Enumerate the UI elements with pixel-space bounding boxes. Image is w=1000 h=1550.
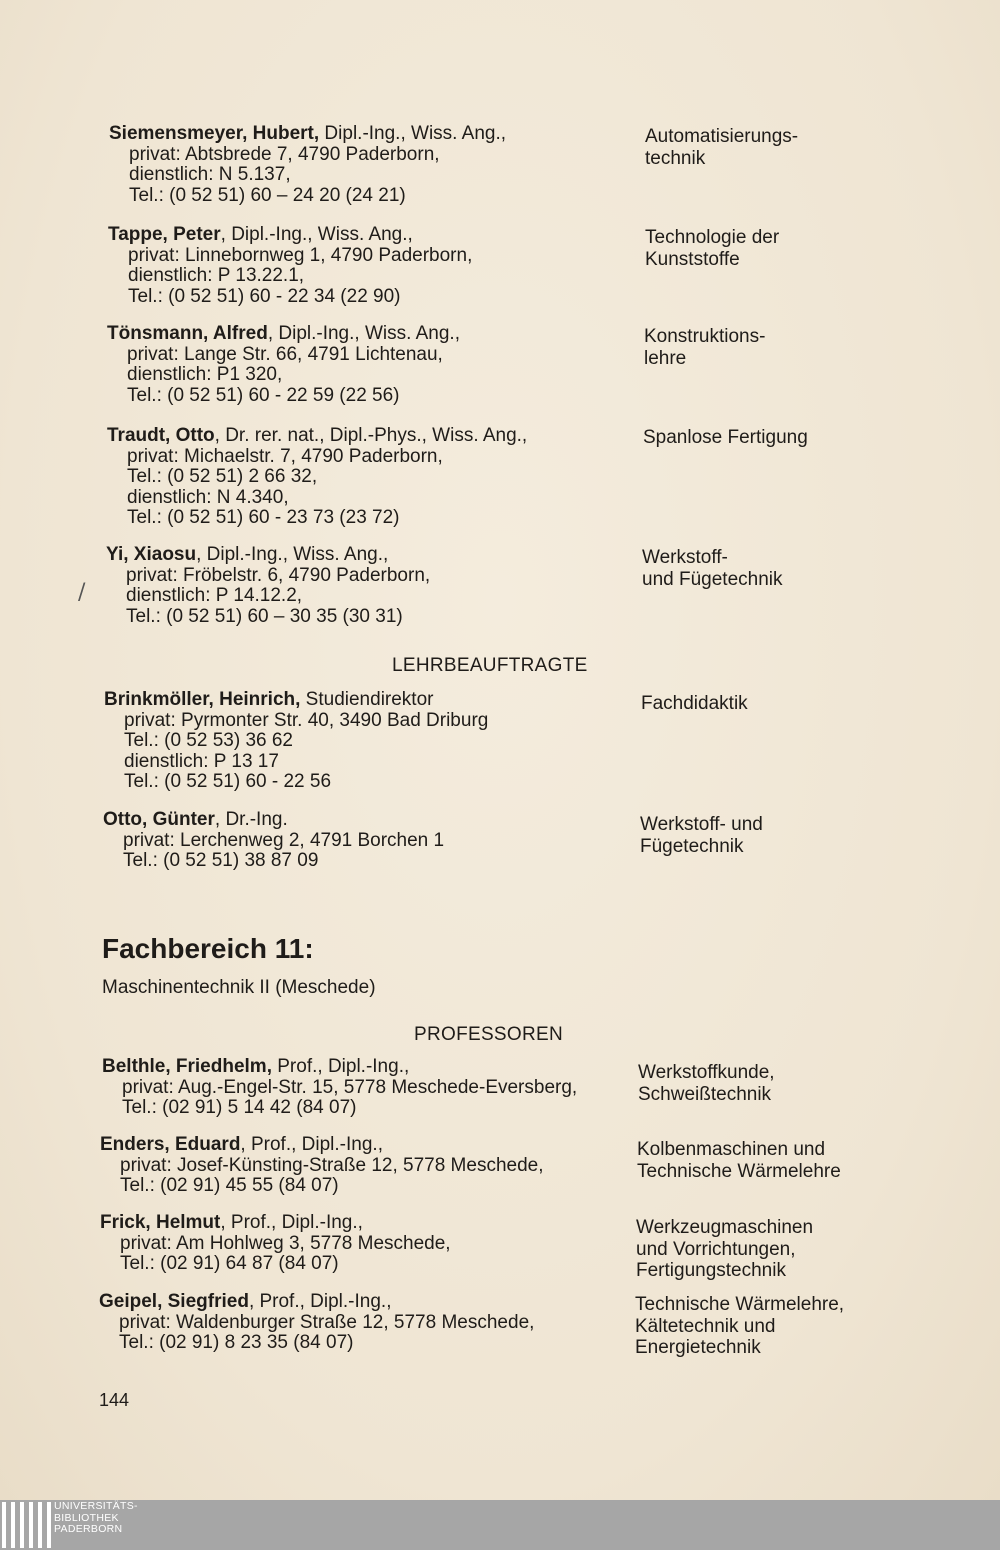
subject-area: [641, 693, 748, 715]
subject-area-line: und Fügetechnik: [642, 568, 783, 590]
staff-entry: [109, 124, 506, 206]
staff-entry: [103, 810, 444, 872]
staff-name: Enders, Eduard: [100, 1134, 241, 1155]
staff-name: Siemensmeyer, Hubert,: [109, 123, 320, 144]
subject-area-line: und Vorrichtungen,: [636, 1238, 796, 1260]
subject-area-line: Technische Wärmelehre: [637, 1160, 841, 1182]
subject-area: [645, 126, 798, 169]
staff-title: , Dipl.-Ing., Wiss. Ang.,: [196, 544, 389, 565]
subject-area-line: Kältetechnik und: [635, 1315, 776, 1337]
subject-area: [645, 227, 779, 270]
staff-title: , Prof., Dipl.-Ing.,: [220, 1212, 363, 1233]
staff-title: , Dr. rer. nat., Dipl.-Phys., Wiss. Ang.,: [214, 425, 528, 446]
staff-detail-line: Tel.: (02 91) 5 14 42 (84 07): [122, 1097, 357, 1118]
entry-header-line: [100, 1135, 544, 1156]
subject-area-line: Kolbenmaschinen und: [637, 1139, 826, 1160]
subject-area: [640, 814, 763, 857]
staff-name: Tappe, Peter: [108, 224, 221, 245]
staff-detail-line: Tel.: (0 52 51) 60 - 22 56: [124, 771, 332, 792]
staff-name: Belthle, Friedhelm,: [102, 1056, 272, 1077]
staff-detail-line: privat: Lerchenweg 2, 4791 Borchen 1: [123, 829, 445, 851]
entry-header-line: [100, 1213, 451, 1234]
staff-detail-line: Tel.: (02 91) 45 55 (84 07): [120, 1175, 339, 1196]
section-heading-professoren: PROFESSOREN: [414, 1024, 563, 1045]
staff-entry: [104, 690, 488, 793]
entry-header-line: [99, 1292, 534, 1313]
handwritten-margin-mark: /: [78, 580, 86, 605]
staff-detail-line: dienstlich: N 4.340,: [127, 486, 289, 508]
fachbereich-title: Fachbereich 11:: [102, 933, 314, 964]
staff-detail-line: privat: Aug.-Engel-Str. 15, 5778 Meschede-Eversberg,: [122, 1076, 578, 1098]
subject-area: [638, 1062, 775, 1105]
staff-detail-line: privat: Josef-Künsting-Straße 12, 5778 Meschede,: [120, 1154, 544, 1176]
entry-header-line: [104, 690, 488, 711]
subject-area-line: Technologie der: [645, 227, 780, 248]
subject-area: [644, 326, 765, 369]
subject-area-line: Werkstoff-: [642, 547, 728, 568]
subject-area-line: Fachdidaktik: [641, 693, 748, 714]
staff-detail-line: Tel.: (0 52 51) 2 66 32,: [127, 466, 318, 487]
fachbereich-subtitle: Maschinentechnik II (Meschede): [102, 977, 376, 998]
staff-detail-line: privat: Michaelstr. 7, 4790 Paderborn,: [127, 445, 443, 467]
staff-detail-line: privat: Abtsbrede 7, 4790 Paderborn,: [129, 143, 440, 165]
subject-area-line: Fügetechnik: [640, 835, 744, 857]
staff-detail-line: Tel.: (0 52 51) 60 – 24 20 (24 21): [129, 184, 406, 206]
subject-area: [635, 1294, 844, 1359]
entry-header-line: [107, 426, 527, 447]
logo-line: PADERBORN: [54, 1523, 123, 1535]
staff-detail-line: dienstlich: P1 320,: [127, 364, 283, 385]
staff-entry: [108, 225, 472, 307]
staff-detail-line: Tel.: (02 91) 64 87 (84 07): [120, 1253, 339, 1274]
staff-name: Yi, Xiaosu: [106, 544, 197, 565]
subject-area: [642, 547, 783, 590]
staff-detail-line: privat: Lange Str. 66, 4791 Lichtenau,: [127, 343, 443, 365]
staff-title: , Dipl.-Ing., Wiss. Ang.,: [220, 224, 413, 245]
staff-entry: [106, 545, 430, 627]
entry-header-line: [103, 810, 444, 831]
subject-area-line: Technische Wärmelehre,: [635, 1294, 845, 1315]
entry-header-line: [107, 324, 460, 345]
staff-name: Tönsmann, Alfred: [107, 323, 268, 344]
staff-name: Traudt, Otto: [107, 425, 215, 446]
library-logo-text: [54, 1501, 138, 1536]
subject-area-line: Werkstoffkunde,: [638, 1062, 775, 1083]
staff-detail-line: dienstlich: P 14.12.2,: [126, 585, 303, 606]
staff-title: , Dipl.-Ing., Wiss. Ang.,: [267, 323, 460, 344]
staff-entry: [99, 1292, 534, 1354]
section-heading-lehrbeauftragte: LEHRBEAUFTRAGTE: [392, 655, 588, 676]
staff-title: , Dr.-Ing.: [214, 809, 288, 830]
staff-detail-line: privat: Fröbelstr. 6, 4790 Paderborn,: [126, 564, 431, 586]
page-number: 144: [99, 1390, 130, 1410]
staff-detail-line: privat: Pyrmonter Str. 40, 3490 Bad Driburg: [124, 709, 489, 731]
staff-detail-line: dienstlich: P 13 17: [124, 750, 279, 772]
staff-name: Geipel, Siegfried: [99, 1291, 249, 1312]
library-logo-icon: [2, 1502, 51, 1548]
staff-detail-line: Tel.: (02 91) 8 23 35 (84 07): [119, 1332, 354, 1353]
subject-area-line: Fertigungstechnik: [636, 1260, 786, 1281]
entry-header-line: [108, 225, 472, 246]
staff-title: Dipl.-Ing., Wiss. Ang.,: [319, 123, 507, 144]
subject-area-line: lehre: [644, 347, 687, 369]
logo-line: BIBLIOTHEK: [54, 1511, 119, 1524]
logo-line: UNIVERSITÄTS-: [54, 1500, 138, 1512]
staff-detail-line: Tel.: (0 52 53) 36 62: [124, 730, 293, 751]
staff-entry: [107, 324, 460, 406]
subject-area-line: Werkstoff- und: [640, 814, 763, 835]
staff-detail-line: privat: Waldenburger Straße 12, 5778 Meschede,: [119, 1311, 535, 1333]
subject-area-line: Spanlose Fertigung: [643, 427, 808, 448]
staff-name: Brinkmöller, Heinrich,: [104, 689, 301, 710]
subject-area-line: Kunststoffe: [645, 248, 740, 270]
staff-name: Frick, Helmut: [100, 1212, 221, 1233]
staff-title: , Prof., Dipl.-Ing.,: [248, 1291, 392, 1312]
library-footer-bar: [0, 1500, 1000, 1550]
subject-area: [643, 427, 808, 449]
staff-name: Otto, Günter: [103, 809, 215, 830]
subject-area-line: Konstruktions-: [644, 326, 766, 347]
staff-detail-line: Tel.: (0 52 51) 60 - 23 73 (23 72): [127, 507, 400, 528]
staff-detail-line: privat: Linnebornweg 1, 4790 Paderborn,: [128, 244, 473, 266]
staff-entry: [100, 1213, 451, 1275]
subject-area: [636, 1217, 813, 1282]
subject-area-line: Automatisierungs-: [645, 126, 799, 147]
staff-detail-line: privat: Am Hohlweg 3, 5778 Meschede,: [120, 1232, 451, 1254]
staff-detail-line: Tel.: (0 52 51) 60 - 22 59 (22 56): [127, 384, 400, 406]
staff-title: , Prof., Dipl.-Ing.,: [240, 1134, 383, 1155]
staff-entry: [100, 1135, 544, 1197]
staff-detail-line: Tel.: (0 52 51) 60 - 22 34 (22 90): [128, 285, 401, 307]
subject-area-line: Energietechnik: [635, 1337, 761, 1358]
staff-detail-line: dienstlich: P 13.22.1,: [128, 265, 305, 286]
subject-area-line: Werkzeugmaschinen: [636, 1217, 814, 1238]
staff-detail-line: Tel.: (0 52 51) 60 – 30 35 (30 31): [126, 605, 403, 627]
staff-detail-line: Tel.: (0 52 51) 38 87 09: [123, 850, 319, 871]
subject-area-line: technik: [645, 147, 706, 169]
staff-title: Studiendirektor: [300, 689, 434, 710]
staff-detail-line: dienstlich: N 5.137,: [129, 164, 291, 185]
staff-entry: [102, 1057, 577, 1119]
entry-header-line: [109, 124, 506, 145]
staff-title: Prof., Dipl.-Ing.,: [271, 1056, 410, 1077]
staff-entry: [107, 426, 527, 529]
subject-area: [637, 1139, 841, 1182]
entry-header-line: [102, 1057, 577, 1078]
entry-header-line: [106, 545, 430, 566]
subject-area-line: Schweißtechnik: [638, 1083, 772, 1105]
